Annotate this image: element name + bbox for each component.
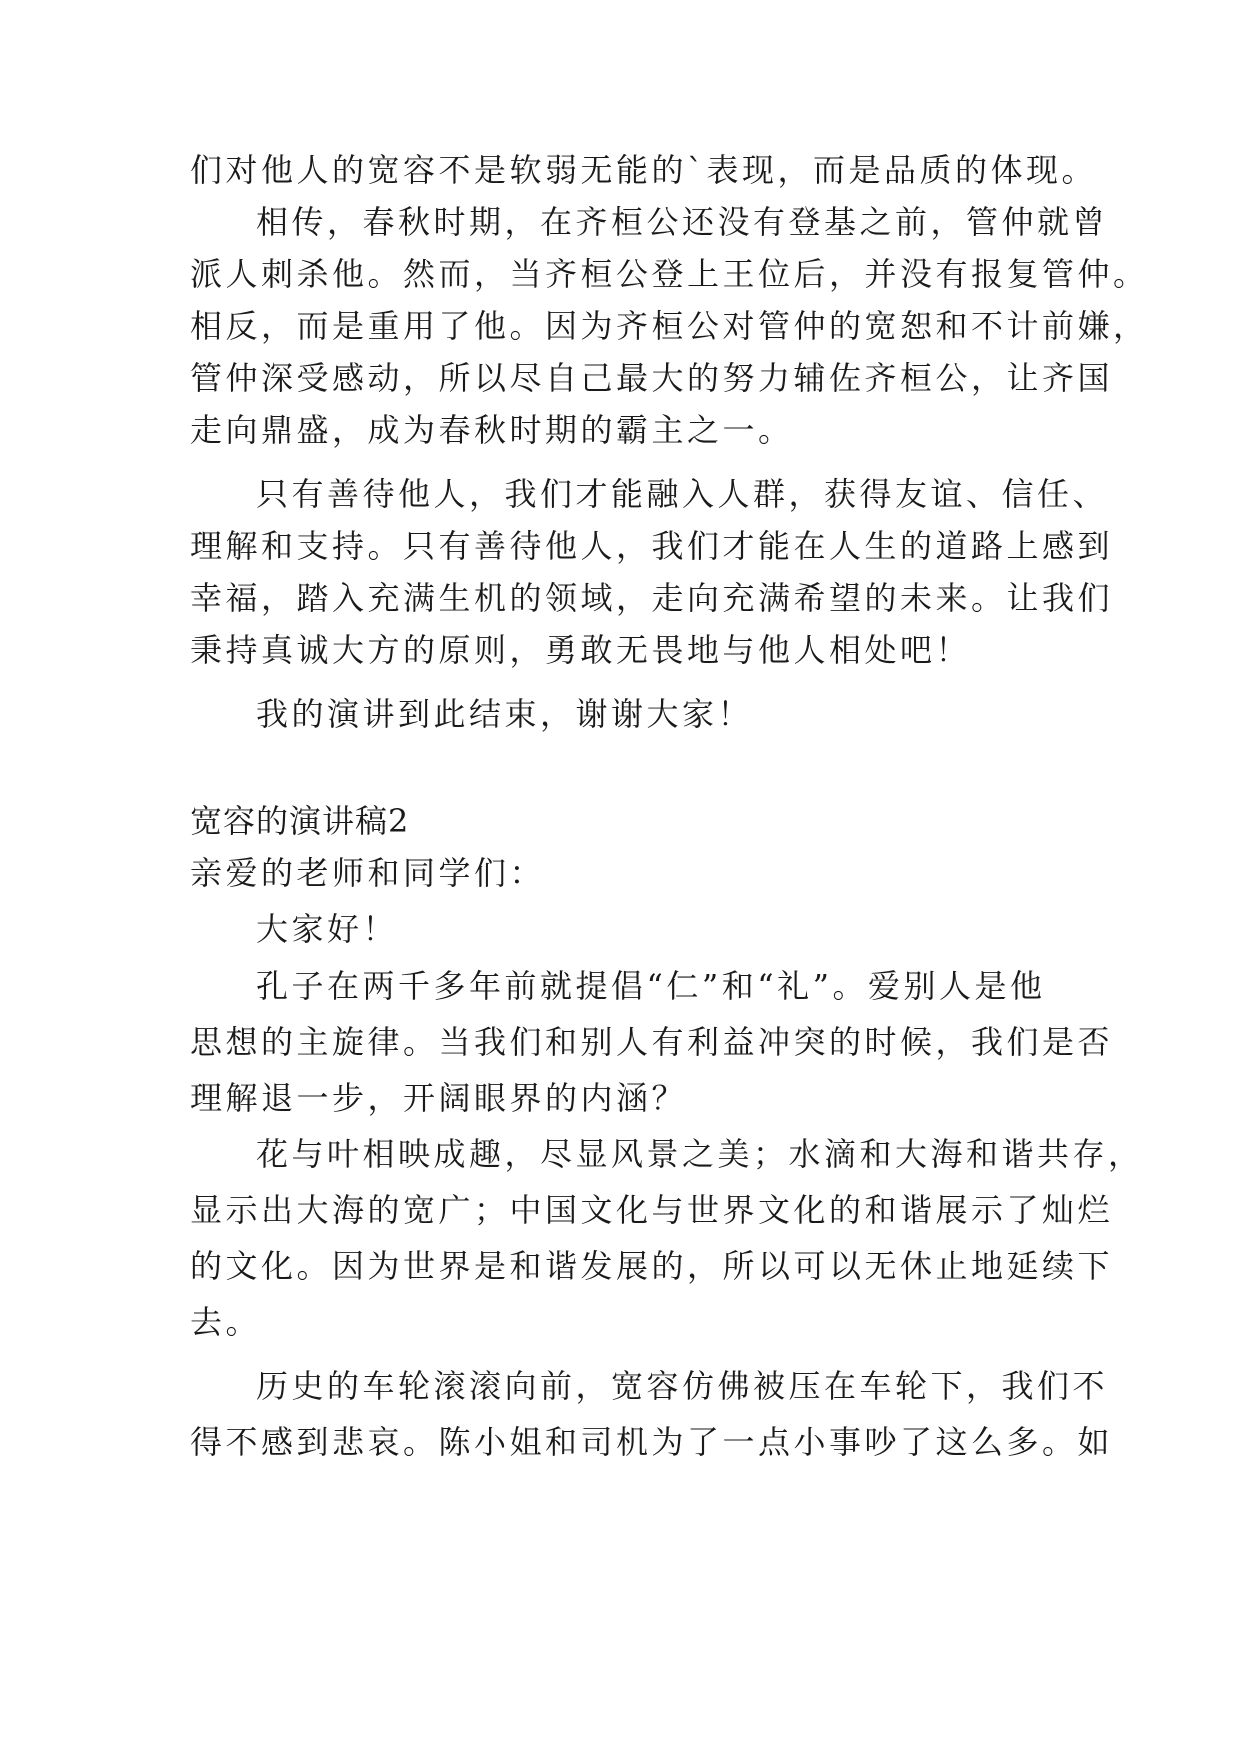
section-heading: 宽容的演讲稿2 [190,802,410,840]
paragraph-line: 孔子在两千多年前就提倡“仁”和“礼”。爱别人是他 [256,967,1046,1005]
closing-line: 我的演讲到此结束，谢谢大家！ [256,695,754,733]
salutation: 亲爱的老师和同学们： [190,854,546,892]
paragraph-line: 管仲深受感动，所以尽自己最大的努力辅佐齐桓公，让齐国 [190,359,1114,397]
paragraph-line: 理解退一步，开阔眼界的内涵？ [190,1079,688,1117]
paragraph-line: 走向鼎盛，成为春秋时期的霸主之一。 [190,411,794,449]
paragraph-line: 得不感到悲哀。陈小姐和司机为了一点小事吵了这么多。如 [190,1423,1114,1461]
paragraph-line: 们对他人的宽容不是软弱无能的`表现，而是品质的体现。 [190,151,1098,189]
paragraph-line: 只有善待他人，我们才能融入人群，获得友谊、信任、 [256,475,1109,513]
paragraph-line: 相传，春秋时期，在齐桓公还没有登基之前，管仲就曾 [256,203,1109,241]
paragraph-line: 思想的主旋律。当我们和别人有利益冲突的时候，我们是否 [190,1023,1114,1061]
paragraph-line: 理解和支持。只有善待他人，我们才能在人生的道路上感到 [190,527,1114,565]
paragraph-line: 派人刺杀他。然而，当齐桓公登上王位后，并没有报复管仲。 [190,255,1149,293]
paragraph-line: 的文化。因为世界是和谐发展的，所以可以无休止地延续下 [190,1247,1114,1285]
paragraph-line: 历史的车轮滚滚向前，宽容仿佛被压在车轮下，我们不 [256,1367,1109,1405]
paragraph-line: 去。 [190,1303,262,1341]
paragraph-line: 显示出大海的宽广；中国文化与世界文化的和谐展示了灿烂 [190,1191,1114,1229]
paragraph-line: 花与叶相映成趣，尽显风景之美；水滴和大海和谐共存， [256,1135,1144,1173]
paragraph-line: 幸福，踏入充满生机的领域，走向充满希望的未来。让我们 [190,579,1114,617]
paragraph-line: 秉持真诚大方的原则，勇敢无畏地与他人相处吧！ [190,631,972,669]
paragraph-line: 相反，而是重用了他。因为齐桓公对管仲的宽恕和不计前嫌， [190,307,1149,345]
greeting: 大家好！ [256,910,399,948]
